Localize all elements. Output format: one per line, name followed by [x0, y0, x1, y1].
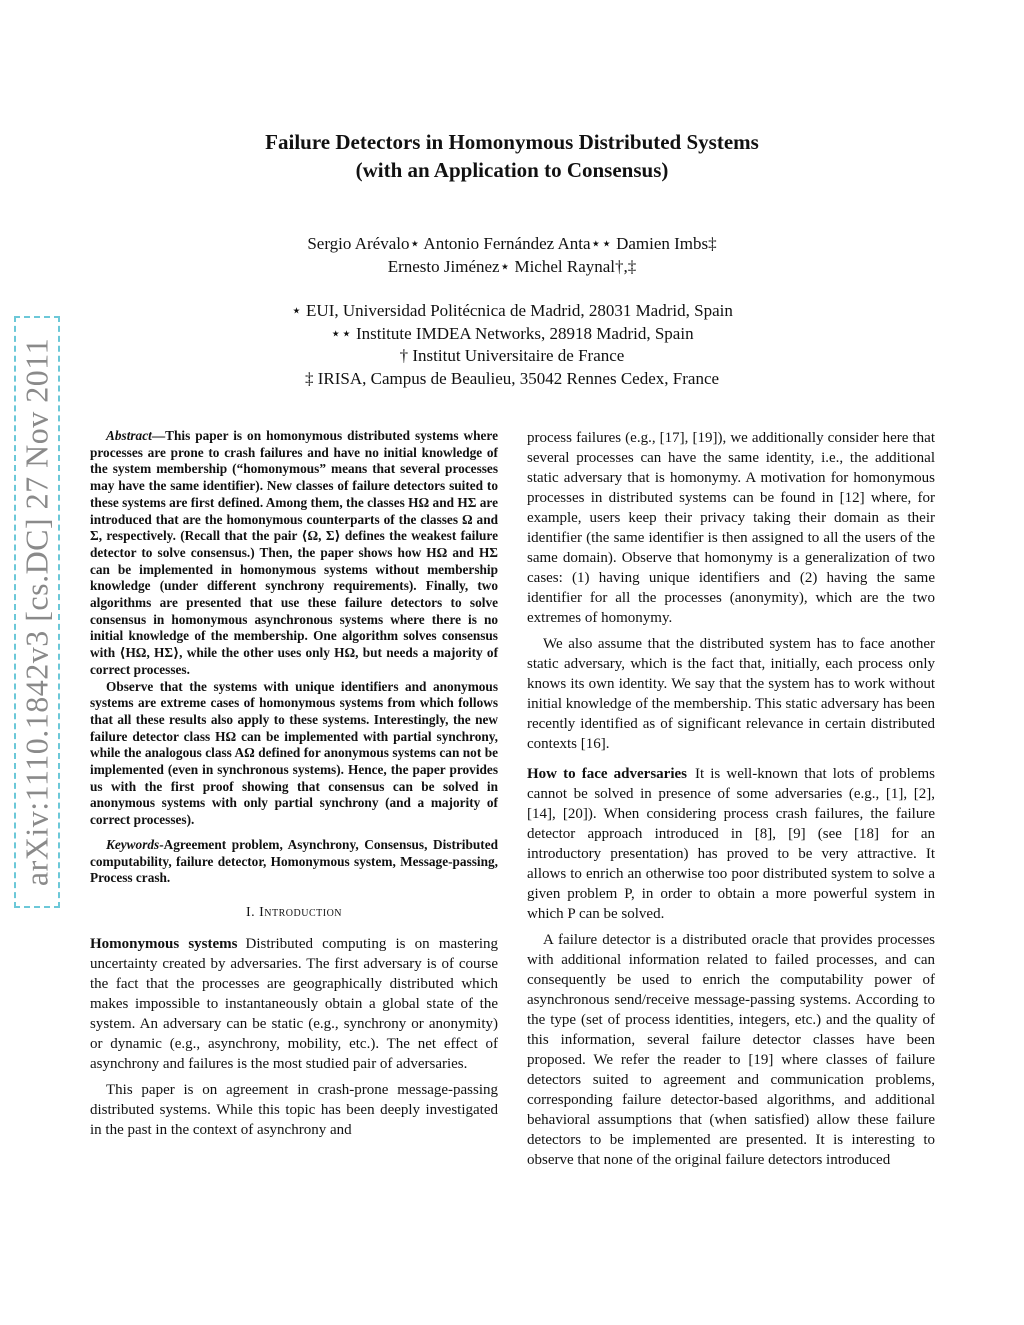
- abstract-paragraph-2: Observe that the systems with unique identifiers and anonymous systems are extreme cases of homonymous systems from which follows that all these results also apply to these systems. Interestingly, the new failure detector class HΩ can be implemented with partial synchrony, while the analogous class AΩ defined for anonymous systems can not be implemented (even in synchronous systems). Hence, the paper provides us with the first proof showing that consensus can be solved in anonymous systems with only partial synchrony (and a majority of correct processes).: [90, 678, 498, 828]
- abstract-label: Abstract: [106, 428, 152, 443]
- intro-paragraph-1: [90, 934, 498, 1074]
- left-column: [90, 428, 498, 1146]
- intro-paragraph-1-text: Distributed computing is on mastering uncertainty created by adversaries. The first adversary is of course the fact that the processes are geographically distributed which makes impossible to instantaneously obtain a global state of the system. An adversary can be static (e.g., synchrony or anonymity) or dynamic (e.g., asynchrony, mobility, etc.). The net effect of asynchrony and failures is the most studied pair of adversaries.: [90, 935, 498, 1072]
- abstract-paragraph-1: [90, 428, 498, 679]
- runin-heading-homonymous: Homonymous systems: [90, 935, 238, 952]
- section-heading: [90, 905, 498, 922]
- title-line-2: (with an Application to Consensus): [355, 158, 669, 182]
- right-paragraph-3-text: It is well-known that lots of problems cannot be solved in presence of some adversaries (e.g., [1], [2], [14], [20]). When considering process crash failures, the failure detector approach introduced in [8], [9] (see [18] for an introductory presentation) has proved to be very attractive. It allows to enrich an otherwise too poor distributed system to solve a given problem P, in order to obtain a more powerful system in which P can be solved.: [527, 766, 935, 922]
- right-paragraph-4: A failure detector is a distributed oracle that provides processes with additional information related to failed processes, and can consequently be used to enrich the computability power of asynchronous send/receive message-passing systems. According to the type (set of process identities, integers, etc.) and the quality of this information, several failure detector classes have been proposed. We refer the reader to [19] where classes of failure detectors suited to agreement and communication problems, corresponding failure detector-based algorithms, and additional behavioral assumptions that (when satisfied) allow these failure detectors to be implemented are presented. It is interesting to observe that none of the original failure detectors introduced: [527, 932, 935, 1168]
- right-paragraph-1: process failures (e.g., [17], [19]), we additionally consider here that several processes can have the same identity, i.e., the additional static adversary that is homonymy. A motivation for homonymous processes in distributed systems can be found in [12] where, for example, users keep their privacy taking their domain as their identifier (the same identifier is then assigned to all the users of the same domain). Observe that homonymy is a generalization of two cases: (1) having unique identifiers and (2) having the same identifier for all the processes (anonymity), which are the two extremes of homonymy.: [527, 430, 935, 626]
- keywords-label: Keywords: [106, 836, 160, 852]
- title-line-1: Failure Detectors in Homonymous Distributed Systems: [265, 130, 759, 154]
- author-list: [0, 232, 1024, 278]
- introduction-left: [90, 934, 498, 1140]
- affiliation-3: † Institut Universitaire de France: [399, 346, 625, 365]
- affiliation-2: ⋆⋆ Institute IMDEA Networks, 28918 Madrid, Spain: [330, 323, 694, 343]
- paper-title: [0, 128, 1024, 184]
- keywords-text: -Agreement problem, Asynchrony, Consensus, Distributed computability, failure detector, Homonymous system, Message-passing, Process crash.: [90, 836, 498, 886]
- abstract: [90, 428, 498, 829]
- affiliations: [0, 300, 1024, 390]
- affiliation-1: ⋆ EUI, Universidad Politécnica de Madrid, 28031 Madrid, Spain: [291, 301, 733, 320]
- abstract-text-1: —This paper is on homonymous distributed systems where processes are prone to crash failures and have no initial knowledge of the system membership (“homonymous” means that several processes may have the same identifier). New classes of failure detectors suited to these systems are first defined. Among them, the classes HΩ and HΣ are introduced that are the homonymous counterparts of the classes Ω and Σ, respectively. (Recall that the pair ⟨Ω, Σ⟩ defines the weakest failure detector to solve consensus.) Then, the paper shows how HΩ and HΣ can be implemented in homonymous systems without membership knowledge (under different synchrony requirements). Finally, two algorithms are presented that use these failure detectors to solve consensus in homonymous asynchronous systems where there is no initial knowledge of the membership. One algorithm solves consensus with ⟨HΩ, HΣ⟩, while the other uses only HΩ, but needs a majority of correct processes.: [90, 428, 498, 677]
- intro-paragraph-2: This paper is on agreement in crash-prone message-passing distributed systems. While this topic has been deeply investigated in the past in the context of asynchrony and: [90, 1081, 498, 1138]
- right-paragraph-2: We also assume that the distributed system has to face another static adversary, which is the fact that, initially, each process only knows its own identity. We say that the system has to work without initial knowledge of the membership. This static adversary has been recently identified as of significant relevance in certain distributed contexts [16].: [527, 636, 935, 752]
- section-number: I.: [245, 904, 256, 920]
- author-line-2: Ernesto Jiménez⋆ Michel Raynal†,‡: [387, 257, 637, 276]
- arxiv-stamp[interactable]: [14, 316, 60, 908]
- right-column: [527, 428, 935, 1176]
- keywords: [90, 837, 498, 887]
- runin-heading-adversaries: How to face adversaries: [527, 766, 687, 782]
- arxiv-stamp-text: arXiv:1110.1842v3 [cs.DC] 27 Nov 2011: [18, 337, 55, 887]
- affiliation-4: ‡ IRISA, Campus de Beaulieu, 35042 Rennes Cedex, France: [304, 368, 720, 388]
- right-paragraph-3: [527, 764, 935, 924]
- section-title: Introduction: [259, 904, 343, 920]
- author-line-1: Sergio Arévalo⋆ Antonio Fernández Anta⋆⋆ Damien Imbs‡: [307, 234, 717, 253]
